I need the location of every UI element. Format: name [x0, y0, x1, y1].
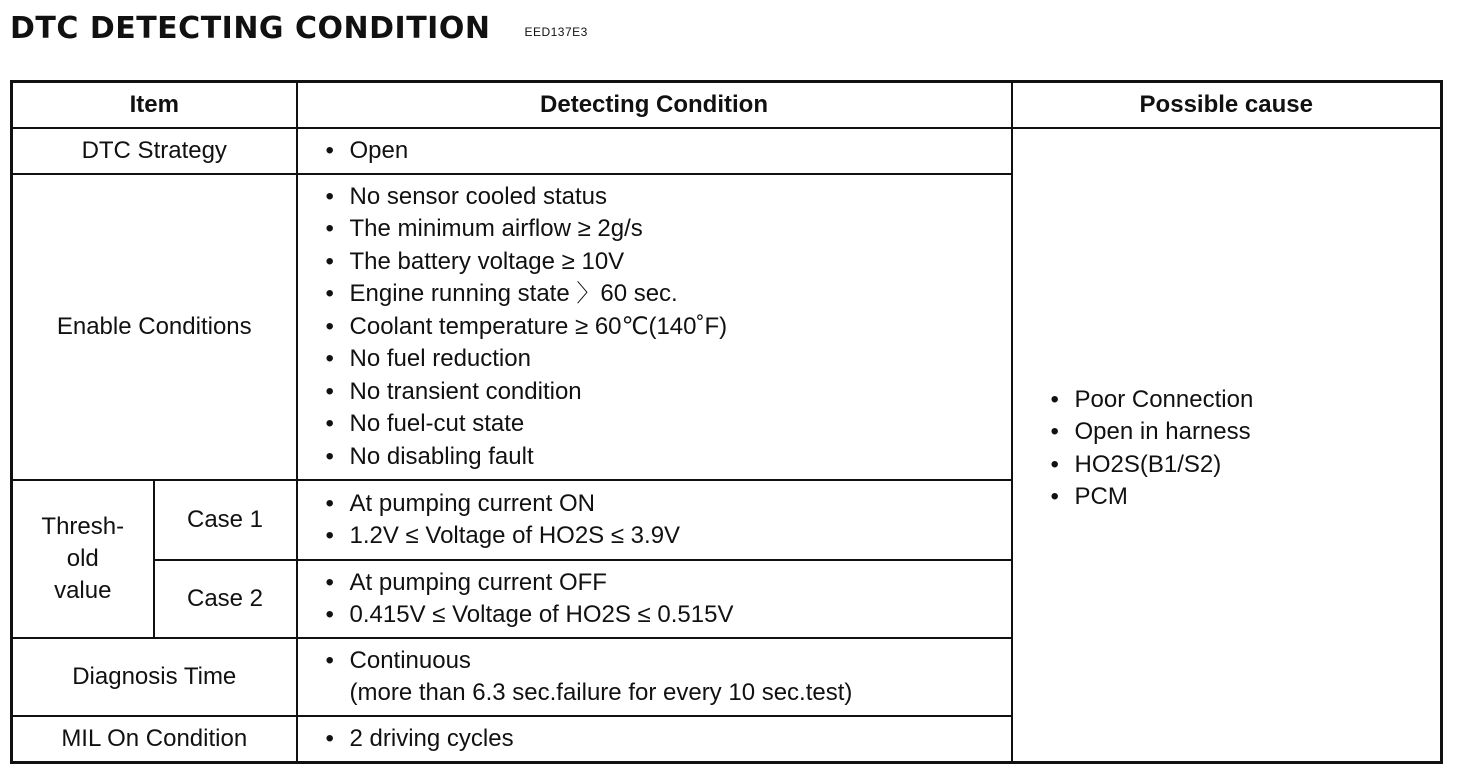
- condition-item: • Continuous: [324, 645, 1011, 678]
- cause-item: • Poor Connection: [1049, 384, 1441, 417]
- case1-label: Case 1: [154, 480, 297, 560]
- condition-item: • No transient condition: [324, 376, 1011, 409]
- case1-conditions: [297, 480, 1012, 560]
- condition-item: • 1.2V ≤ Voltage of HO2S ≤ 3.9V: [324, 520, 1011, 553]
- condition-item: • The battery voltage ≥ 10V: [324, 246, 1011, 279]
- strategy-conditions: [297, 128, 1012, 174]
- possible-causes: [1012, 128, 1442, 762]
- diagnosis-conditions: [297, 638, 1012, 716]
- condition-item: • No fuel reduction: [324, 343, 1011, 376]
- mil-conditions: [297, 716, 1012, 762]
- condition-item: • 2 driving cycles: [324, 723, 1011, 756]
- strategy-label: DTC Strategy: [12, 128, 297, 174]
- condition-item: • 0.415V ≤ Voltage of HO2S ≤ 0.515V: [324, 599, 1011, 632]
- header-condition: Detecting Condition: [297, 82, 1012, 129]
- enable-label: Enable Conditions: [12, 174, 297, 480]
- condition-item: • The minimum airflow ≥ 2g/s: [324, 213, 1011, 246]
- mil-label: MIL On Condition: [12, 716, 297, 762]
- header-row: [12, 82, 1442, 129]
- condition-item: • At pumping current ON: [324, 488, 1011, 521]
- condition-item: • Coolant temperature ≥ 60℃(140˚F): [324, 311, 1011, 344]
- condition-item: • No fuel-cut state: [324, 408, 1011, 441]
- condition-item: • No sensor cooled status: [324, 181, 1011, 214]
- cause-item: • HO2S(B1/S2): [1049, 449, 1441, 482]
- enable-conditions: [297, 174, 1012, 480]
- threshold-label-line: old: [66, 545, 99, 572]
- page-title: DTC DETECTING CONDITION: [10, 10, 491, 46]
- condition-item: • Engine running state 〉60 sec.: [324, 278, 1011, 311]
- header: [10, 8, 588, 48]
- condition-item: • Open: [324, 135, 1011, 168]
- dtc-table: [10, 80, 1443, 764]
- cause-item: • Open in harness: [1049, 416, 1441, 449]
- condition-item: • No disabling fault: [324, 441, 1011, 474]
- threshold-label-line: Thresh-: [41, 513, 125, 540]
- row-strategy: [12, 128, 1442, 174]
- header-cause: Possible cause: [1012, 82, 1442, 129]
- condition-item: • At pumping current OFF: [324, 567, 1011, 600]
- threshold-label: [12, 480, 154, 638]
- diagnosis-note: (more than 6.3 sec.failure for every 10 sec.test): [349, 679, 853, 707]
- case2-conditions: [297, 560, 1012, 638]
- document-code: EED137E3: [524, 25, 588, 39]
- cause-item: • PCM: [1049, 481, 1441, 514]
- case2-label: Case 2: [154, 560, 297, 638]
- threshold-label-line: value: [54, 577, 112, 604]
- header-item: Item: [12, 82, 297, 129]
- diagnosis-label: Diagnosis Time: [12, 638, 297, 716]
